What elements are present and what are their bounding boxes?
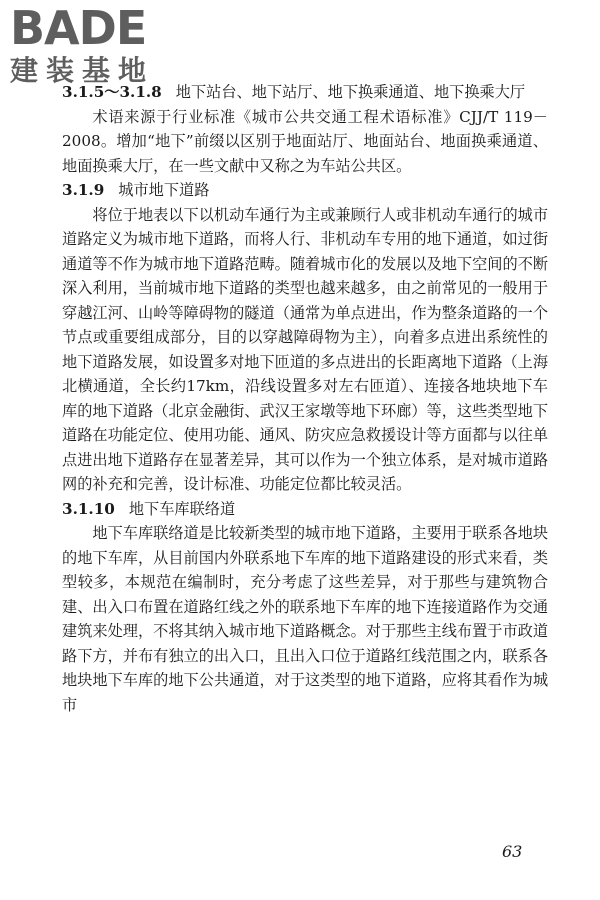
section-paragraph: 地下车库联络道是比较新类型的城市地下道路，主要用于联系各地块的地下车库，从目前国内外联系地下车库的地下道路建设的形式来看，类型较多，本规范在编制时，充分考虑了这些差异，对于那些与建筑物合建、出入口布置在道路红线之外的联系地下车库的地下连接道路作为交通建筑来处理，不将其纳入城市地下道路概念。对于那些主线布置于市政道路下方，并布有独立的出入口，且出入口位于道路红线范围之内，联系各地块地下车库的地下公共通道，对于这类型的地下道路，应将其看作为城市 [62, 524, 549, 714]
section-number: 3.1.5～3.1.8 [62, 83, 162, 101]
section-heading-3-1-5 [62, 80, 548, 105]
section-paragraph: 将位于地表以下以机动车通行为主或兼顾行人或非机动车通行的城市道路定义为城市地下道路，而将人行、非机动车专用的地下通道，如过街通道等不作为城市地下道路范畴。随着城市化的发展以及地下空间的不断深入利用，当前城市地下道路的类型也越来越多，由之前常见的一般用于穿越江河、山岭等障碍物的隧道（通常为单点进出，作为整条道路的一个节点或重要组成部分，目的以穿越障碍物为主），向着多点进出系统性的地下道路发展，如设置多对地下匝道的多点进出的长距离地下道路（上海北横通道，全长约17km，沿线设置多对左右匝道）、连接各地块地下车库的地下道路（北京金融街、武汉王家墩等地下环廊）等，这些类型地下道路在功能定位、使用功能、通风、防灾应急救援设计等方面都与以往单点进出地下道路存在显著差异，其可以作为一个独立体系，是对城市道路网的补充和完善，设计标准、功能定位都比较灵活。 [62, 205, 549, 493]
section-title: 地下车库联络道 [128, 499, 236, 518]
section-number: 3.1.10 [62, 499, 115, 518]
document-body [62, 80, 548, 717]
bade-logo [10, 1, 180, 90]
section-title: 城市地下道路 [118, 181, 210, 199]
logo-wordmark: BADE [10, 1, 147, 55]
page-number: 63 [502, 842, 523, 861]
logo-subtitle: 建装基地 [10, 54, 155, 87]
section-heading-3-1-10 [62, 497, 548, 522]
section-number: 3.1.9 [62, 181, 105, 199]
section-paragraph: 术语来源于行业标准《城市公共交通工程术语标准》CJJ/T 119－2008。增加“地下”前缀以区别于地面站厅、地面站台、地面换乘通道、地面换乘大厅，在一些文献中又称之为车站公共区。 [62, 107, 548, 175]
section-heading-3-1-9 [62, 178, 548, 203]
section-title: 地下站台、地下站厅、地下换乘通道、地下换乘大厅 [175, 83, 526, 101]
